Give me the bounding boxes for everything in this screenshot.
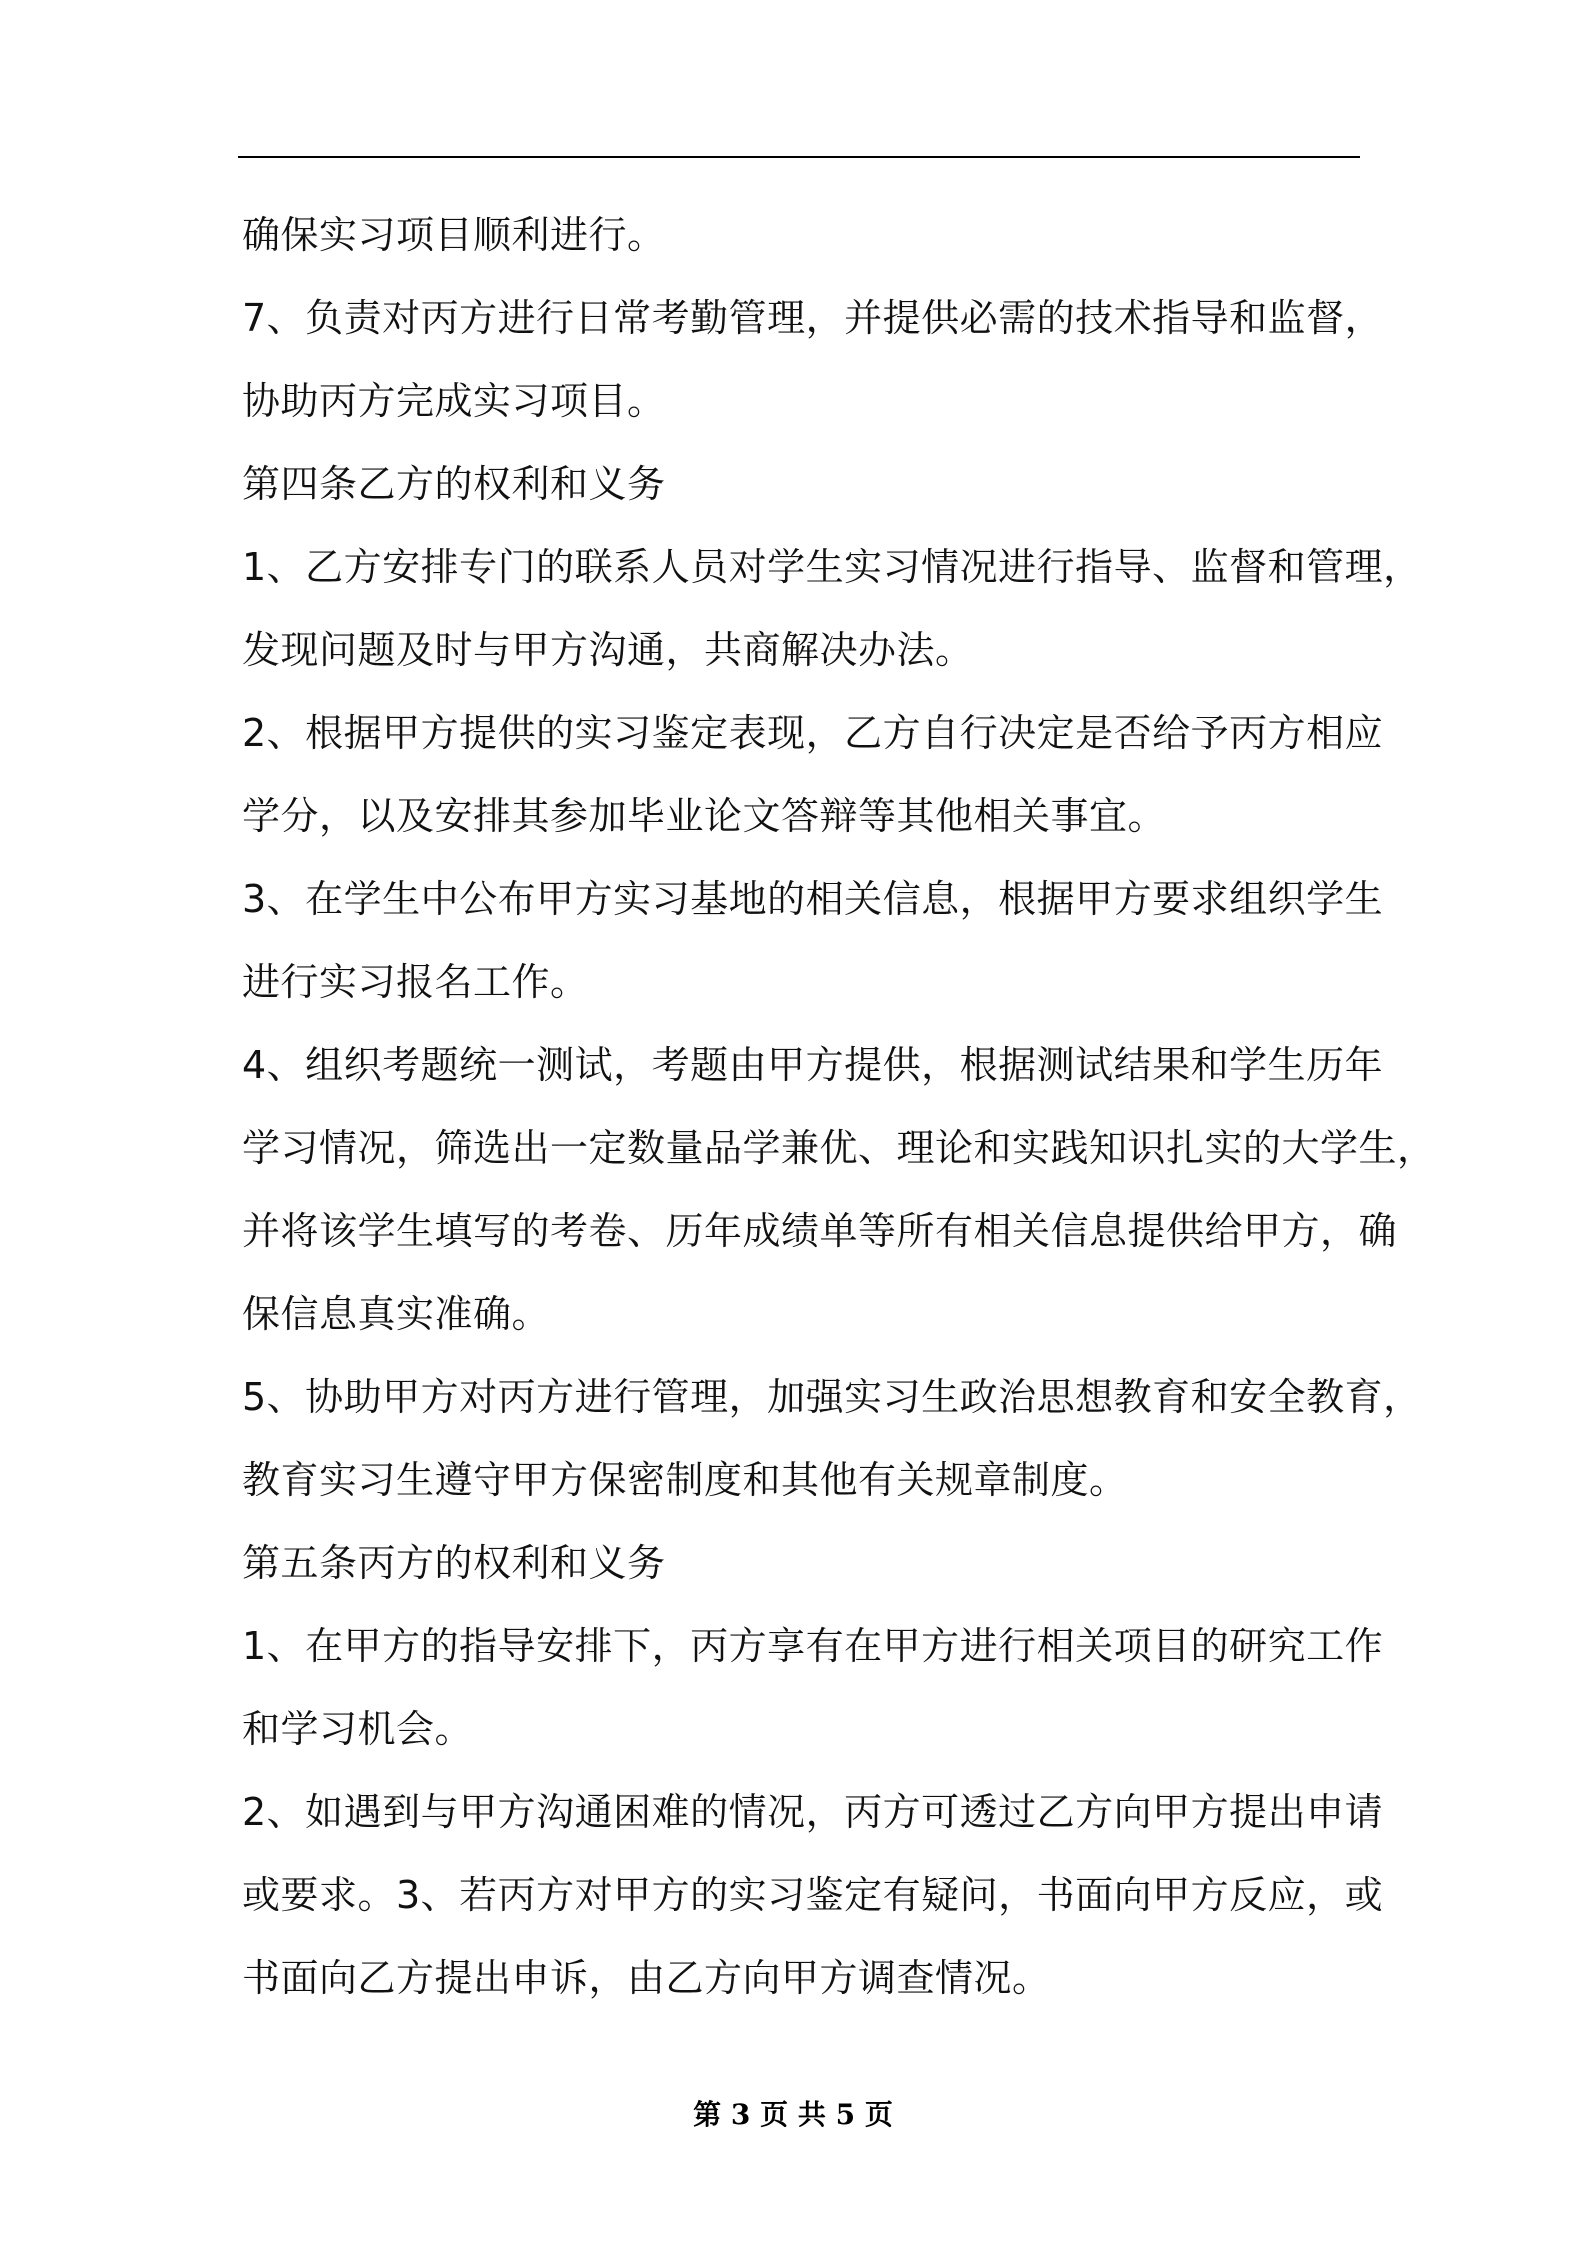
text-line: 协助丙方完成实习项目。: [242, 379, 666, 423]
text-line: 学习情况，筛选出一定数量品学兼优、理论和实践知识扎实的大学生，: [242, 1126, 1436, 1170]
text-line: 1、在甲方的指导安排下，丙方享有在甲方进行相关项目的研究工作: [242, 1624, 1384, 1668]
text-line: 书面向乙方提出申诉，由乙方向甲方调查情况。: [242, 1956, 1051, 2000]
text-line: 确保实习项目顺利进行。: [242, 213, 666, 257]
text-line: 1、乙方安排专门的联系人员对学生实习情况进行指导、监督和管理，: [242, 545, 1422, 589]
page-footer: [0, 2093, 1586, 2133]
text-line: 2、根据甲方提供的实习鉴定表现，乙方自行决定是否给予丙方相应: [242, 711, 1384, 755]
text-line: 4、组织考题统一测试，考题由甲方提供，根据测试结果和学生历年: [242, 1043, 1384, 1087]
text-line: 并将该学生填写的考卷、历年成绩单等所有相关信息提供给甲方，确: [242, 1209, 1398, 1253]
text-line: 2、如遇到与甲方沟通困难的情况，丙方可透过乙方向甲方提出申请: [242, 1790, 1384, 1834]
text-line: 和学习机会。: [242, 1707, 474, 1751]
text-line: 5、协助甲方对丙方进行管理，加强实习生政治思想教育和安全教育，: [242, 1375, 1422, 1419]
page-number: 第 3 页 共 5 页: [693, 2098, 893, 2131]
section-heading: 第四条乙方的权利和义务: [242, 462, 666, 506]
text-line: 保信息真实准确。: [242, 1292, 551, 1336]
section-heading: 第五条丙方的权利和义务: [242, 1541, 666, 1585]
text-line: 发现问题及时与甲方沟通，共商解决办法。: [242, 628, 974, 672]
text-line: 或要求。3、若丙方对甲方的实习鉴定有疑问，书面向甲方反应，或: [242, 1873, 1384, 1917]
document-body: [242, 194, 1436, 2020]
text-line: 学分，以及安排其参加毕业论文答辩等其他相关事宜。: [242, 794, 1167, 838]
text-line: 3、在学生中公布甲方实习基地的相关信息，根据甲方要求组织学生: [242, 877, 1384, 921]
header-rule: [238, 156, 1360, 158]
text-line: 教育实习生遵守甲方保密制度和其他有关规章制度。: [242, 1458, 1128, 1502]
text-line: 7、负责对丙方进行日常考勤管理，并提供必需的技术指导和监督，: [242, 296, 1384, 340]
text-line: 进行实习报名工作。: [242, 960, 589, 1004]
